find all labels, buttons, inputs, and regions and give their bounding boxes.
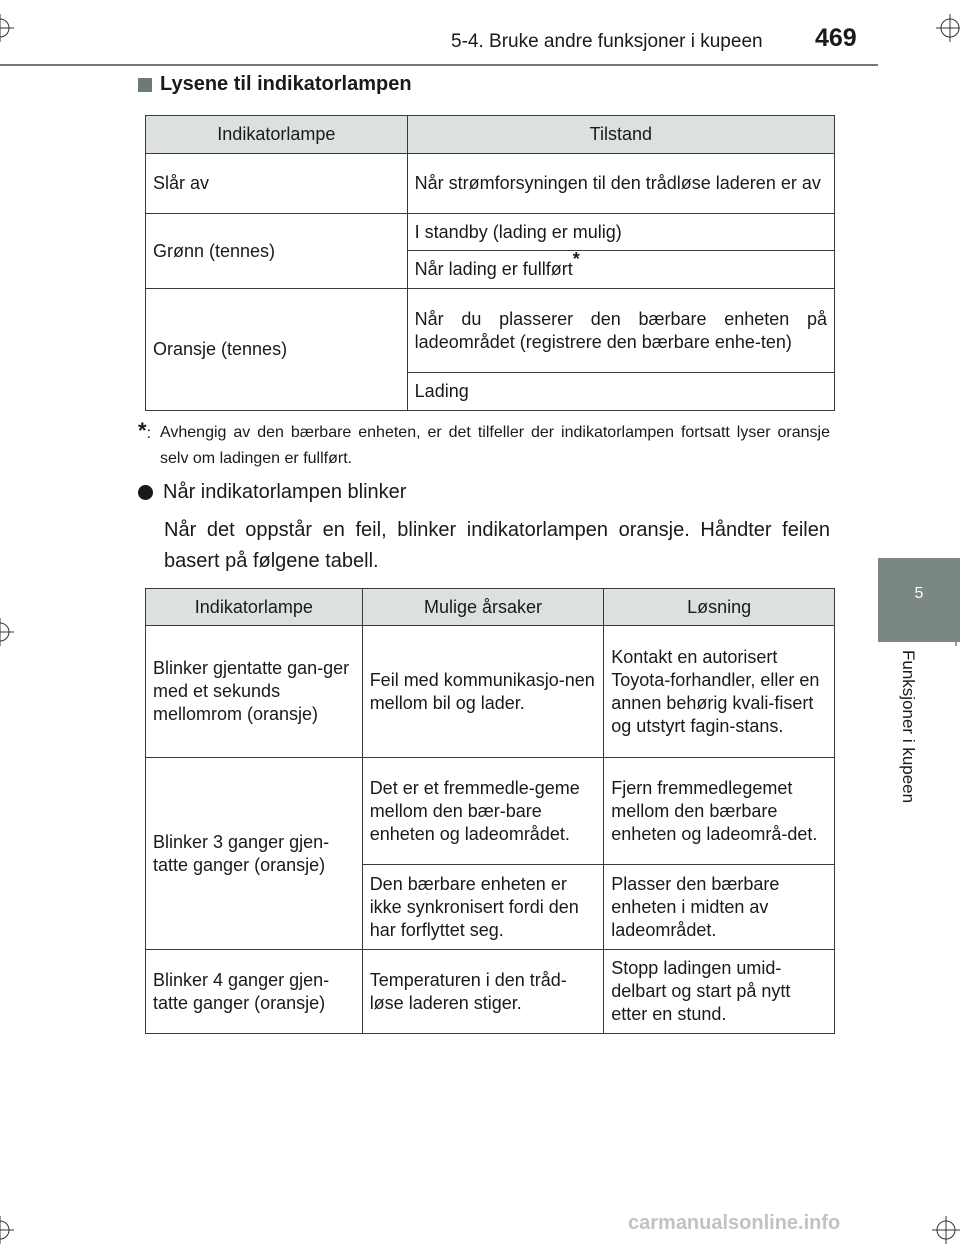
lamp-cell: Blinker 4 ganger gjen-tatte ganger (oransje) <box>146 950 363 1034</box>
table-row <box>146 154 835 214</box>
crop-mark-icon <box>932 1216 960 1244</box>
section-heading-text: Lysene til indikatorlampen <box>160 73 412 95</box>
table-row <box>146 626 835 758</box>
lamp-cell: Blinker gjentatte gan-ger med et sekunds mellomrom (oransje) <box>146 626 363 758</box>
footnote-mark: *: <box>138 418 152 443</box>
lamp-cell: Slår av <box>146 154 408 214</box>
running-header-section: 5-4. Bruke andre funksjoner i kupeen <box>451 31 763 52</box>
chapter-number: 5 <box>914 585 924 602</box>
header-rule <box>0 64 878 66</box>
state-cell: Når du plasserer den bærbare enheten på ladeområdet (registrere den bærbare enhe-ten) <box>407 289 834 373</box>
section-heading <box>138 73 412 96</box>
square-icon <box>138 78 152 92</box>
subsection-heading <box>138 481 406 504</box>
cause-cell: Temperaturen i den tråd-løse laderen stiger. <box>362 950 604 1034</box>
cause-cell: Det er et fremmedle-geme mellom den bær-bare enheten og ladeområdet. <box>362 758 604 865</box>
subsection-heading-text: Når indikatorlampen blinker <box>163 481 407 503</box>
solution-cell: Kontakt en autorisert Toyota-forhandler, eller en annen behørig kvali-fisert og utstyrt fagin-stans. <box>604 626 835 758</box>
table-header-row <box>146 116 835 154</box>
solution-cell: Stopp ladingen umid-delbart og start på nytt etter en stund. <box>604 950 835 1034</box>
page-number: 469 <box>815 24 857 52</box>
cause-cell: Feil med kommunikasjo-nen mellom bil og lader. <box>362 626 604 758</box>
column-header: Indikatorlampe <box>146 116 408 154</box>
crop-mark-icon <box>936 14 960 42</box>
footnote-reference: * <box>572 249 580 269</box>
indicator-light-table <box>145 115 835 411</box>
table-header-row <box>146 589 835 626</box>
state-cell: I standby (lading er mulig) <box>407 214 834 251</box>
column-header: Mulige årsaker <box>362 589 604 626</box>
state-cell: Lading <box>407 373 834 411</box>
crop-mark-icon <box>0 14 14 42</box>
solution-cell: Fjern fremmedlegemet mellom den bærbare enheten og ladeområ-det. <box>604 758 835 865</box>
table-row <box>146 758 835 865</box>
crop-mark-icon <box>0 618 14 646</box>
body-paragraph: Når det oppstår en feil, blinker indikatorlampen oransje. Håndter feilen basert på følgene tabell. <box>164 519 830 572</box>
lamp-cell: Grønn (tennes) <box>146 214 408 289</box>
solution-cell: Plasser den bærbare enheten i midten av ladeområdet. <box>604 865 835 950</box>
table-row <box>146 214 835 251</box>
footnote-text: Avhengig av den bærbare enheten, er det tilfeller der indikatorlampen fortsatt lyser oransje selv om ladingen er fullført. <box>160 424 830 467</box>
state-cell <box>407 251 834 289</box>
lamp-cell: Oransje (tennes) <box>146 289 408 411</box>
state-text: Når lading er fullført <box>414 259 573 279</box>
column-header: Tilstand <box>407 116 834 154</box>
table-row <box>146 289 835 373</box>
chapter-label: Funksjoner i kupeen <box>899 650 918 804</box>
blinking-indicator-table <box>145 588 835 1034</box>
bullet-dot-icon <box>138 485 153 500</box>
lamp-cell: Blinker 3 ganger gjen-tatte ganger (oransje) <box>146 758 363 950</box>
crop-mark-icon <box>0 1216 14 1244</box>
column-header: Løsning <box>604 589 835 626</box>
table-row <box>146 950 835 1034</box>
footnote <box>138 420 830 472</box>
state-cell: Når strømforsyningen til den trådløse laderen er av <box>407 154 834 214</box>
watermark: carmanualsonline.info <box>628 1212 841 1234</box>
column-header: Indikatorlampe <box>146 589 363 626</box>
cause-cell: Den bærbare enheten er ikke synkronisert fordi den har forflyttet seg. <box>362 865 604 950</box>
